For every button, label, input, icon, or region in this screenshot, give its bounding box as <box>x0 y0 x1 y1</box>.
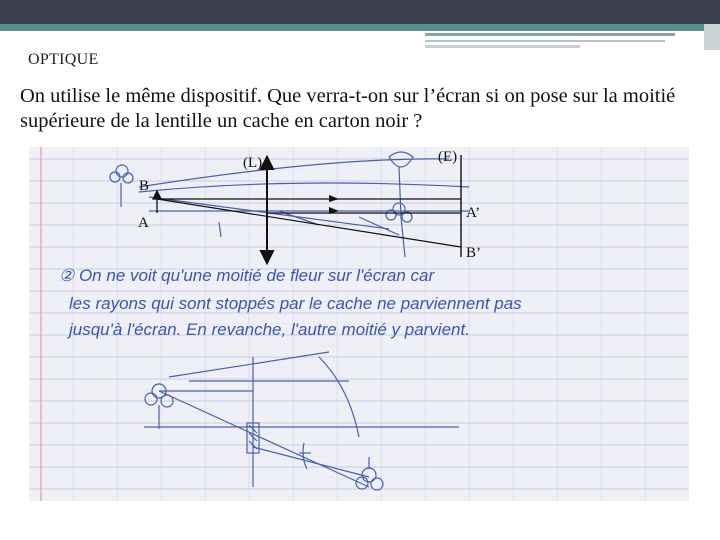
corner-decoration <box>704 24 720 50</box>
lens-label: (L) <box>243 155 263 171</box>
question-text: On utilise le même dispositif. Que verra-t-on sur l’écran si on pose sur la moitié supérieure de la lentille un cache en carton noir ? <box>20 85 676 132</box>
image-base-label-a-prime: A’ <box>466 205 481 221</box>
header-rule <box>425 45 580 48</box>
section-title: OPTIQUE <box>28 51 99 68</box>
header-rule <box>425 33 675 36</box>
accent-stripe <box>0 24 720 31</box>
handwritten-answer-line: ② On ne voit qu'une moitié de fleur sur l'écran car <box>59 266 435 285</box>
image-top-label-b-prime: B’ <box>466 245 481 261</box>
handwritten-answer-line: jusqu'à l'écran. En revanche, l'autre moitié y parvient. <box>69 320 470 339</box>
header-rule <box>425 40 665 42</box>
notebook-photo <box>29 147 689 501</box>
handwritten-answer-line: les rayons qui sont stoppés par le cache ne parviennent pas <box>69 294 522 313</box>
title-bar-decoration <box>0 0 720 24</box>
object-top-label-b: B <box>139 178 150 194</box>
object-base-label-a: A <box>138 215 149 231</box>
screen-label: (E) <box>438 149 458 165</box>
